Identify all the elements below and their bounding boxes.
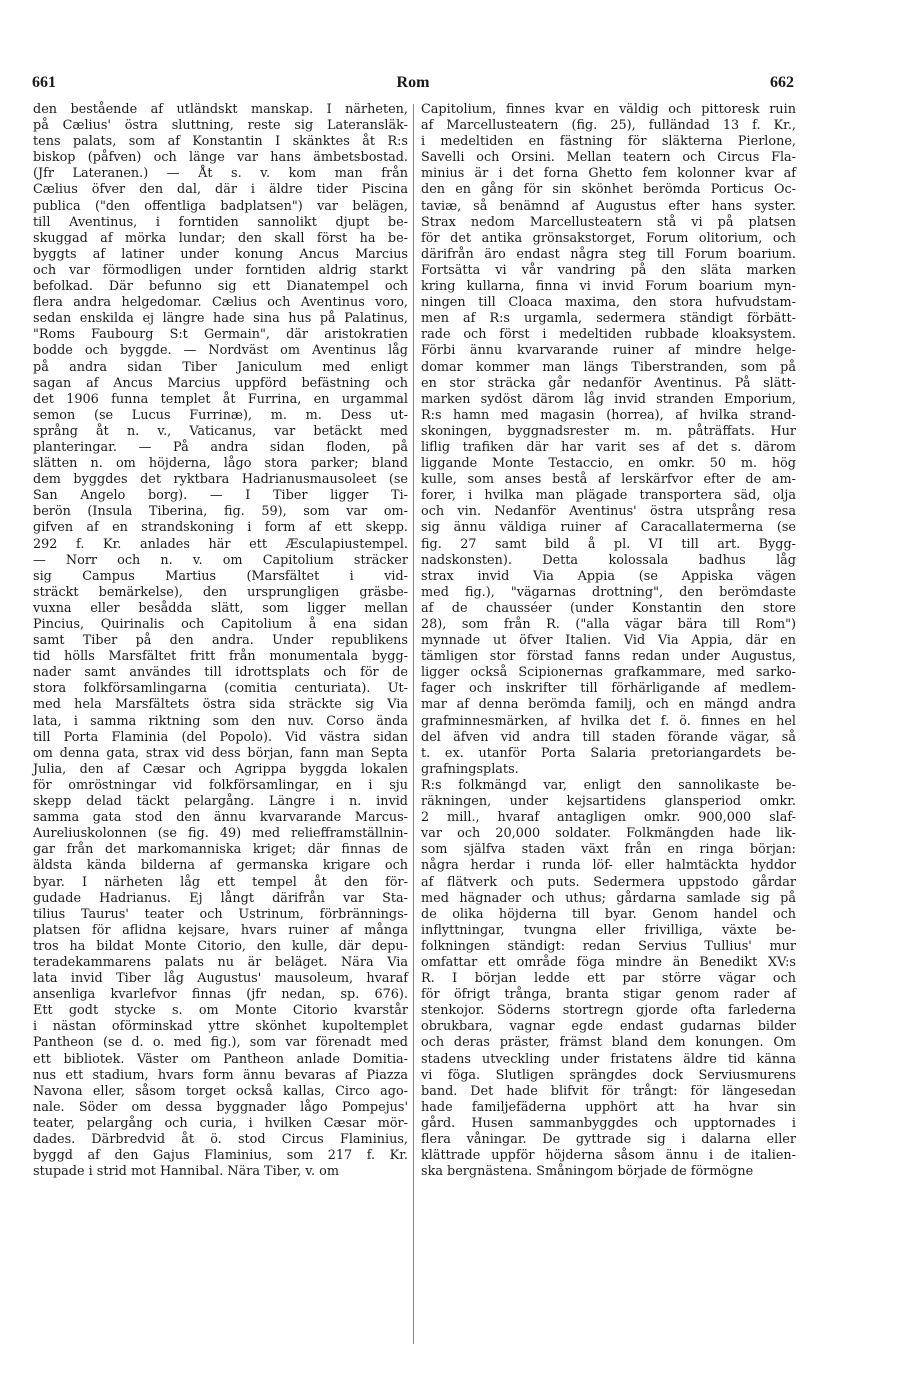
- text-line: ansenliga kvarlefvor finnas (jfr nedan, sp. 676).: [33, 987, 408, 1003]
- text-line: Navona eller, såsom torget också kallas, Circo ago-: [33, 1083, 408, 1099]
- text-line: planteringar. — På andra sidan floden, på: [33, 439, 408, 455]
- text-line: dades. Därbredvid åt ö. stod Circus Flaminius,: [33, 1132, 408, 1147]
- text-line: flera våningar. De gyttrade sig i dalarna eller: [421, 1132, 796, 1147]
- text-line: liflig trafiken där har varit ses af det s. därom: [421, 439, 796, 455]
- text-line: sig ännu väldiga ruiner af Caracallatermerna (se: [421, 520, 796, 536]
- text-line: skoningen, byggnadsrester m. m. påträffats. Hur: [421, 423, 796, 439]
- text-line: och vin. Nedanför Aventinus' östra utsprång resa: [421, 504, 796, 520]
- text-line: fig. 27 samt bild å pl. VI till art. Bygg-: [421, 536, 796, 552]
- text-line: hade familjefäderna upphört att ha hvar sin: [421, 1099, 796, 1115]
- text-line: minius är i det forna Ghetto fem kolonner kvar af: [421, 166, 796, 182]
- text-line: ligger också Scipionernas grafkammare, med sarko-: [421, 665, 796, 681]
- text-line: publica ("den offentliga badplatsen") var belägen,: [33, 198, 408, 214]
- text-line: nadskonsten). Detta kolossala badhus låg: [421, 552, 796, 568]
- text-line: en stor sträcka går nedanför Aventinus. På slätt-: [421, 375, 796, 391]
- text-line: klättrade uppför höjderna såsom ännu i de italien-: [421, 1148, 796, 1164]
- text-line: därifrån äro endast några steg till Forum boarium.: [421, 246, 796, 262]
- text-line: 292 f. Kr. anlades här ett Æsculapiustempel.: [33, 536, 408, 552]
- text-line: i nästan oförminskad yttre skönhet kupoltemplet: [33, 1019, 408, 1035]
- text-line: stupade i strid mot Hannibal. Nära Tiber, v. om: [33, 1164, 339, 1180]
- text-line: vi föga. Slutligen sprängdes dock Serviusmurens: [421, 1067, 796, 1083]
- text-line: stenkojor. Söderns stortregn gjorde ofta farlederna: [421, 1003, 796, 1019]
- text-line: Capitolium, finnes kvar en väldig och pittoresk ruin: [421, 102, 796, 117]
- text-line: flera andra helgedomar. Cælius och Aventinus voro,: [33, 295, 408, 311]
- text-line: fager och inskrifter till förhärligande af medlem-: [421, 681, 796, 697]
- text-line: om denna gata, strax vid dess början, fann man Septa: [33, 745, 408, 761]
- text-line: och deras präster, främst bland dem konungen. Om: [421, 1035, 796, 1051]
- text-line: teradekammarens palats nu är beläget. Nära Via: [33, 954, 408, 970]
- text-line: på Cælius' östra sluttning, reste sig Lateransläk-: [33, 118, 408, 134]
- text-line: af flätverk och puts. Sedermera uppstodo gårdar: [421, 874, 796, 890]
- text-line: rade och först i medeltiden rubbade kloaksystem.: [421, 327, 796, 343]
- text-line: San Angelo borg). — I Tiber ligger Ti-: [33, 488, 408, 504]
- text-line: nus ett stadium, hvars form ännu bevaras af Piazza: [33, 1067, 408, 1083]
- text-line: men af R:s urgamla, sedermera ständigt förbätt-: [421, 311, 796, 327]
- text-line: några herdar i runda löf- eller halmtäckta hyddor: [421, 858, 796, 874]
- text-line: marken sydöst därom låg invid stranden Emporium,: [421, 391, 796, 407]
- text-line: 2 mill., hvaraf antagligen omkr. 900,000 slaf-: [421, 810, 796, 826]
- text-line: var och 20,000 soldater. Folkmängden hade lik-: [421, 826, 796, 842]
- text-line: Cælius öfver den dal, där i äldre tider Piscina: [33, 182, 408, 198]
- text-line: tros ha bildat Monte Citorio, den kulle, där depu-: [33, 938, 408, 954]
- text-line: t. ex. utanför Porta Salaria pretoriangardets be-: [421, 745, 796, 761]
- text-line: kulle, som anses bestå af lerskärfvor efter de am-: [421, 472, 796, 488]
- text-line: i medeltiden en fästning för släkterna Pierlone,: [421, 134, 796, 150]
- text-line: stora folkförsamlingarna (comitia centuriata). Ut-: [33, 681, 408, 697]
- text-line: Strax nedom Marcellusteatern stå vi på platsen: [421, 214, 796, 230]
- text-line: mynnade ut öfver Italien. Vid Via Appia, där en: [421, 633, 796, 649]
- text-line: gård. Husen sammanbyggdes och upptornades i: [421, 1115, 796, 1131]
- text-line: skuggad af mörka lundar; den skall först ha be-: [33, 230, 408, 246]
- text-line: bodde och byggde. — Nordväst om Aventinus låg: [33, 343, 408, 359]
- text-line: till Porta Flaminia (del Popolo). Vid västra sidan: [33, 729, 408, 745]
- text-line: gar från det markomanniska kriget; där finnas de: [33, 842, 408, 858]
- text-line: grafningsplats.: [421, 761, 519, 777]
- text-line: Pantheon (se d. o. med fig.), som var förenadt med: [33, 1035, 408, 1051]
- text-line: af Marcellusteatern (fig. 25), fulländad 13 f. Kr.,: [421, 118, 796, 134]
- text-line: mar af denna berömda familj, och en mängd andra: [421, 697, 796, 713]
- text-line: sagan af Ancus Marcius uppförd befästning och: [33, 375, 408, 391]
- page-number-right: 662: [770, 74, 794, 91]
- text-line: för det antika grönsakstorget, Forum olitorium, och: [421, 230, 796, 246]
- text-line: byggts af latiner under konung Ancus Marcius: [33, 246, 408, 262]
- text-line: den bestående af utländskt manskap. I närheten,: [33, 102, 408, 117]
- text-line: 28), som från R. ("alla vägar bära till Rom"): [421, 617, 796, 632]
- text-line: äldsta kända bilderna af germanska krigare och: [33, 858, 408, 874]
- text-line: byggd af den Gajus Flaminius, som 217 f. Kr.: [33, 1148, 408, 1164]
- text-line: omfattar ett område föga mindre än Benedikt XV:s: [421, 954, 796, 970]
- text-line: domar kommer man längs Tiberstranden, som på: [421, 359, 796, 375]
- text-line: Pincius, Quirinalis och Capitolium å ena sidan: [33, 617, 408, 632]
- text-line: ska bergnästena. Småningom började de förmögne: [421, 1164, 754, 1180]
- text-line: — Norr och n. v. om Capitolium sträcker: [33, 552, 408, 568]
- text-line: det 1906 funna templet åt Furrina, en urgammal: [33, 391, 408, 407]
- text-line: biskop (påfven) och länge var hans ämbetsbostad.: [33, 150, 408, 166]
- text-line: nader samt användes till idrottsplats och för de: [33, 665, 408, 681]
- text-line: byar. I närheten låg ett tempel åt den för-: [33, 874, 408, 890]
- text-line: ningen till Cloaca maxima, den stora hufvudstam-: [421, 295, 796, 311]
- text-line: gudade Hadrianus. Ej långt därifrån var Sta-: [33, 890, 408, 906]
- text-line: af de chausséer (under Konstantin den store: [421, 600, 796, 616]
- page-number-left: 661: [32, 74, 56, 91]
- text-line: semon (se Lucus Furrinæ), m. m. Dess ut-: [33, 407, 408, 423]
- text-line: lata, i samma riktning som den nuv. Corso ända: [33, 713, 408, 729]
- text-line: stadens utveckling under fristatens äldre tid känna: [421, 1051, 796, 1067]
- column-divider: [413, 104, 414, 1344]
- text-line: lata invid Tiber låg Augustus' mausoleum, hvaraf: [33, 971, 408, 987]
- text-line: den en gång för sin skönhet berömda Porticus Oc-: [421, 182, 796, 198]
- text-line: Julia, den af Cæsar och Agrippa byggda lokalen: [33, 761, 408, 777]
- text-line: strax invid Via Appia (se Appiska vägen: [421, 568, 796, 584]
- text-line: teater, pelargång och curia, i hvilken Cæsar mör-: [33, 1115, 408, 1131]
- text-line: nale. Söder om dessa byggnader lågo Pompejus': [33, 1099, 408, 1115]
- text-line: på andra sidan Tiber Janiculum med enligt: [33, 359, 408, 375]
- text-line: ett bibliotek. Väster om Pantheon anlade Domitia-: [33, 1051, 408, 1067]
- text-line: inflyttningar, tvungna eller frivilliga, växte be-: [421, 922, 796, 938]
- text-line: språng åt n. v., Vaticanus, var betäckt med: [33, 423, 408, 439]
- text-line: som själfva staden växt från en ringa början:: [421, 842, 796, 858]
- text-line: tämligen stor förstad fanns redan under Augustus,: [421, 649, 796, 665]
- text-line: vuxna eller besådda slätt, som ligger mellan: [33, 600, 408, 616]
- text-line: för öfrigt trånga, branta stigar genom rader af: [421, 987, 796, 1003]
- text-line: liggande Monte Testaccio, en omkr. 50 m. hög: [421, 456, 796, 472]
- text-line: platsen för aflidna kejsare, hvars ruiner af många: [33, 922, 408, 938]
- text-line: grafminnesmärken, af hvilka det f. ö. finnes en hel: [421, 713, 796, 729]
- text-line: Förbi ännu kvarvarande ruiner af mindre helge-: [421, 343, 796, 359]
- text-line: Ett godt stycke s. om Monte Citorio kvarstår: [33, 1003, 408, 1019]
- text-line: obrukbara, vagnar egde endast gudarnas bilder: [421, 1019, 796, 1035]
- text-line: kring kullarna, finna vi invid Forum boarium myn-: [421, 279, 796, 295]
- text-line: samt Tiber på den andra. Under republikens: [33, 633, 408, 649]
- text-line: sig Campus Martius (Marsfältet i vid-: [33, 568, 408, 584]
- text-line: Fortsätta vi vår vandring på den släta marken: [421, 262, 796, 278]
- text-line: tilius Taurus' teater och Ustrinum, förbrännings-: [33, 906, 408, 922]
- text-line: och var förmodligen under forntiden aldrig starkt: [33, 262, 408, 278]
- text-line: för omröstningar vid folkförsamlingar, en i sju: [33, 777, 408, 793]
- text-line: Savelli och Orsini. Mellan teatern och Circus Fla-: [421, 150, 796, 166]
- text-line: R:s hamn med magasin (horrea), af hvilka strand-: [421, 407, 796, 423]
- text-line: samma gata stod den ännu kvarvarande Marcus-: [33, 810, 408, 826]
- text-line: gifven af en strandskoning i form af ett skepp.: [33, 520, 408, 536]
- text-line: slätten n. om höjderna, lågo stora parker; bland: [33, 456, 408, 472]
- text-line: tid hölls Marsfältet fritt från monumentala bygg-: [33, 649, 408, 665]
- text-line: del äfven vid andra till staden förande vägar, så: [421, 729, 796, 745]
- right-column: [421, 102, 796, 1180]
- text-line: med hela Marsfältets östra sida sträckte sig Via: [33, 697, 408, 713]
- text-line: med hägnader och uthus; gårdarna samlade sig på: [421, 890, 796, 906]
- text-line: forer, i hvilka man plägade transportera säd, olja: [421, 488, 796, 504]
- text-line: tens palats, som af Konstantin I skänktes åt R:s: [33, 134, 408, 150]
- text-line: (Jfr Lateranen.) — Åt s. v. kom man från: [33, 166, 408, 182]
- text-line: Aureliuskolonnen (se fig. 49) med reliefframställnin-: [33, 826, 408, 842]
- text-line: R:s folkmängd var, enligt den sannolikaste be-: [421, 777, 796, 793]
- text-line: "Roms Faubourg S:t Germain", där aristokratien: [33, 327, 408, 343]
- text-line: band. Det hade blifvit för trångt: för längesedan: [421, 1083, 796, 1099]
- text-line: folkningen ständigt: redan Servius Tullius' mur: [421, 938, 796, 954]
- text-line: taviæ, så benämnd af Augustus efter hans syster.: [421, 198, 796, 214]
- left-column: [33, 102, 408, 1180]
- text-line: R. I början ledde ett par större vägar och: [421, 971, 796, 987]
- text-line: befolkad. Där befunno sig ett Dianatempel och: [33, 279, 408, 295]
- text-line: de olika höjderna till byar. Genom handel och: [421, 906, 796, 922]
- text-line: till Aventinus, i forntiden sannolikt djupt be-: [33, 214, 408, 230]
- text-line: sträckt bemärkelse), den ursprungligen gräsbe-: [33, 584, 408, 600]
- text-line: berön (Insula Tiberina, fig. 59), som var om-: [33, 504, 408, 520]
- running-title: Rom: [396, 74, 430, 91]
- text-line: sedan enskilda ej längre hade sina hus på Palatinus,: [33, 311, 408, 327]
- text-line: dem byggdes det ryktbara Hadrianusmausoleet (se: [33, 472, 408, 488]
- text-line: skepp delad täckt pelargång. Längre i n. invid: [33, 794, 408, 810]
- page-header: [32, 74, 794, 96]
- text-line: med fig.), "vägarnas drottning", den berömdaste: [421, 584, 796, 600]
- text-line: räkningen, under kejsartidens glansperiod omkr.: [421, 794, 796, 810]
